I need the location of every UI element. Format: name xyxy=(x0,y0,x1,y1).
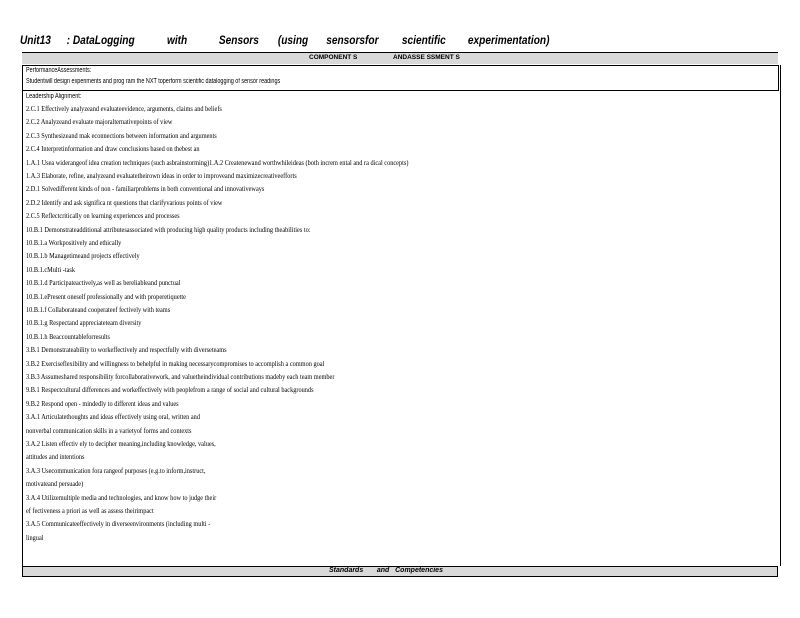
alignment-line: 2.D.1 Solvedifferent kinds of non - familiarproblems in both conventional and innovativeways xyxy=(26,185,265,194)
alignment-line: lingual xyxy=(26,533,44,542)
title-sensors: Sensors xyxy=(218,35,259,47)
alignment-line: 10.B.1.h Beaccountableforresults xyxy=(26,332,110,341)
alignment-line: 1.A.3 Elaborate, refine, analyzeand evaluatetheirown ideas in order to improveand maximizecreativeefforts xyxy=(26,172,297,180)
alignment-line: 2.C.4 Interpretinformation and draw conclusions based on thebest an xyxy=(26,145,200,154)
leadership-label: Leadership Alignment: xyxy=(26,93,82,100)
alignment-line: 3.B.3 Assumeshared responsibility forcollaborativework, and valuetheindividual contributions madeby each team member xyxy=(26,373,335,381)
alignment-line: 3.A.1 Articulatethoughts and ideas effectively using oral, written and xyxy=(26,413,200,422)
alignment-line: 10.B.1.f Collaborateand cooperateef fectively with teams xyxy=(26,306,171,314)
components-header-band xyxy=(22,52,778,64)
alignment-line: 10.B.1.g Respectand appreciateteam diversity xyxy=(26,319,142,328)
title-unit: Unit13 xyxy=(20,35,51,47)
alignment-line: 2.D.2 Identify and ask significa nt questions that clarifyvarious points of view xyxy=(26,198,223,207)
document-title xyxy=(20,35,689,51)
title-using: (using xyxy=(277,35,309,47)
title-sensorsfor: sensorsfor xyxy=(326,35,379,47)
assessments-label: ANDASSE SSMENT S xyxy=(393,54,460,61)
components-label: COMPONENT S xyxy=(309,54,358,61)
performance-text: Studentwill design experiments and prog ram the NXT toperform scientific datalogging of sensor readings xyxy=(26,78,281,85)
performance-label: PerformanceAssessments: xyxy=(26,67,92,74)
standards-footer-band xyxy=(22,566,778,577)
alignment-line: 2.C.1 Effectively analyzeand evaluateevidence, arguments, claims and beliefs xyxy=(26,105,222,113)
alignment-line: attitudes and intentions xyxy=(26,453,85,462)
alignment-line: motivateand persuade) xyxy=(26,480,84,489)
alignment-line: 2.C.2 Analyzeand evaluate majoralternativepoints of view xyxy=(26,118,173,127)
alignment-line: 3.A.2 Listen effectiv ely to decipher meaning,including knowledge, values, xyxy=(26,440,216,448)
alignment-line: 10.B.1 Demonstrateadditional attributesassociated with producing high quality products including theabilities to: xyxy=(26,225,311,234)
alignment-line: 10.B.1.d Participateactively,as well as bereliableand punctual xyxy=(26,279,181,288)
alignment-line: 2.C.5 Reflectcritically on learning experiences and processes xyxy=(26,212,180,221)
alignment-line: 9.B.2 Respond open - mindedly to different ideas and values xyxy=(26,399,179,408)
alignment-line: 1.A.1 Usea widerangeof idea creation techniques (such asbrainstorming)1.A.2 Createnewand worthwhileideas (both increm ental and ra dical concepts) xyxy=(26,158,409,167)
title-with: with xyxy=(166,35,188,47)
alignment-line: ef fectiveness a priori as well as assess theirimpact xyxy=(26,507,154,515)
alignment-line: 3.A.3 Usecommunication fora rangeof purposes (e.g.to inform,instruct, xyxy=(26,466,206,475)
content-box xyxy=(22,65,781,566)
title-datalogging: : DataLogging xyxy=(66,35,135,47)
alignment-line: 10.B.1.ePresent oneself professionally and with properetiquette xyxy=(26,292,186,301)
alignment-line: nonverbal communication skills in a varietyof forms and contexts xyxy=(26,426,192,435)
title-experimentation: experimentation) xyxy=(467,35,550,47)
alignment-line: 3.A.5 Communicateeffectively in diverseenvironments (including multi - xyxy=(26,520,211,529)
standards-label: Standards and Competencies xyxy=(329,567,443,574)
title-scientific: scientific xyxy=(401,35,446,47)
alignment-line: 10.B.1.a Workpositively and ethically xyxy=(26,239,122,247)
alignment-line: 9.B.1 Respectcultural differences and workeffectively with peoplefrom a range of social and cultural backgrounds xyxy=(26,386,314,395)
alignment-line: 10.B.1.cMulti -task xyxy=(26,265,76,274)
alignment-line: 2.C.3 Synthesizeand mak econnections between information and arguments xyxy=(26,131,217,140)
alignment-line: 3.A.4 Utilizemultiple media and technologies, and know how to judge their xyxy=(26,493,217,502)
alignment-line: 3.B.2 Exerciseflexibility and willingness to behelpful in making necessarycompromises to accomplish a common goal xyxy=(26,359,325,368)
alignment-line: 3.B.1 Demonstrateability to workeffectively and respectfully with diverseteams xyxy=(26,346,227,355)
alignment-line: 10.B.1.b Managetimeand projects effectively xyxy=(26,252,140,261)
